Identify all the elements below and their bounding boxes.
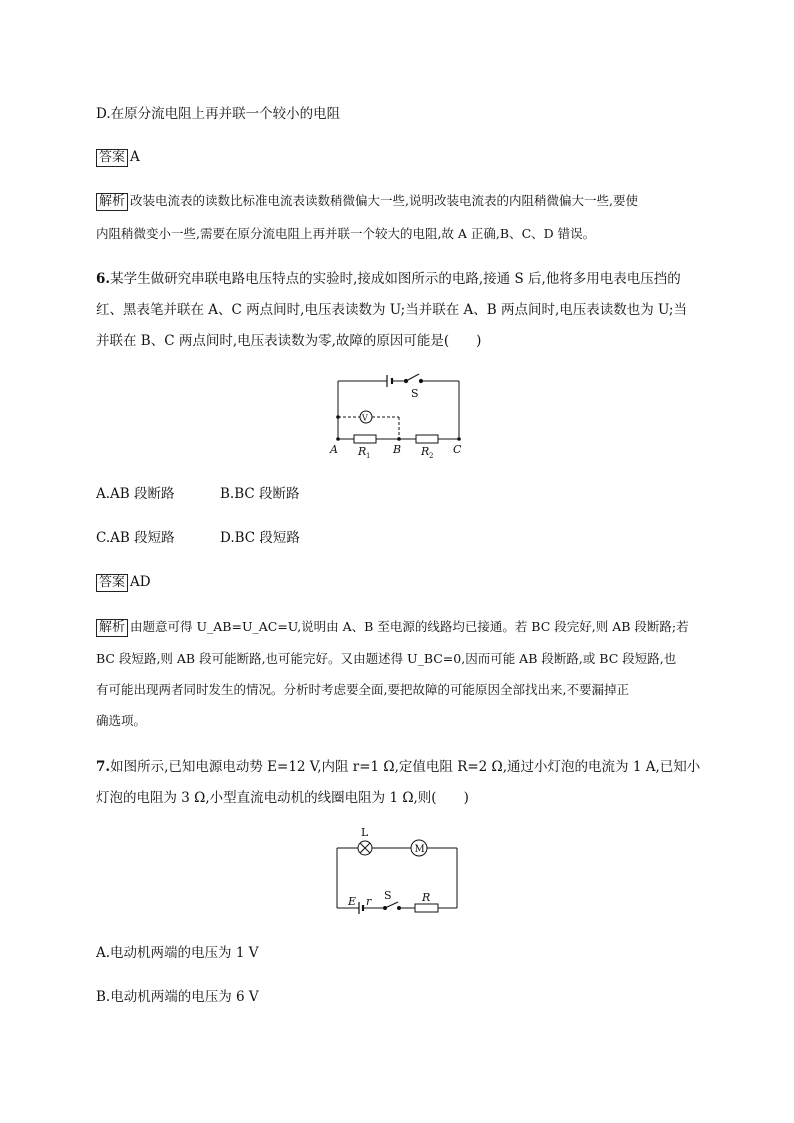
question-number: 6. [96, 271, 111, 287]
q7-circuit-diagram [326, 826, 466, 916]
question-text: 如图所示,已知电源电动势 E=12 V,内阻 r=1 Ω,定值电阻 R=2 Ω,通过小灯泡的电流为 1 A,已知小 [110, 759, 701, 775]
point-c-label: C [453, 443, 462, 456]
q6-analysis-row-3: 有可能出现两者同时发生的情况。分析时考虑要全面,要把故障的可能原因全部找出来,不要漏掉正 [96, 682, 629, 697]
q6-analysis-row-2: BC 段短路,则 AB 段可能断路,也可能完好。又由题述得 U_BC=0,因而可能 AB 段断路,或 BC 段短路,也 [96, 651, 677, 666]
emf-label: E [348, 895, 357, 908]
r2-label: R [421, 445, 430, 458]
junction-dot [397, 437, 401, 441]
analysis-text: 改装电流表的读数比标准电流表读数稍微偏大一些,说明改装电流表的内阻稍微偏大一些,要使 [130, 193, 638, 208]
internal-resistance-label: r [366, 895, 372, 908]
q6-analysis-row-4: 确选项。 [96, 713, 147, 728]
analysis-tag: 解析 [96, 193, 128, 211]
point-b-label: B [393, 443, 402, 456]
q5-answer-row [96, 148, 140, 167]
answer-value: AD [130, 574, 151, 590]
lamp-label: L [361, 826, 369, 839]
q6-options-row-1 [96, 485, 300, 503]
analysis-tag: 解析 [96, 619, 128, 637]
q5-option-d: D.在原分流电阻上再并联一个较小的电阻 [96, 106, 341, 122]
q6-circuit-diagram [326, 368, 471, 460]
question-number: 7. [96, 759, 111, 775]
resistor-label: R [422, 891, 431, 904]
q6-analysis-row-1 [96, 618, 689, 637]
q6-options-row-2 [96, 529, 300, 547]
switch-label: S [411, 387, 419, 400]
resistor-r [415, 904, 438, 912]
q5-analysis-row-2: 内阻稍微变小一些,需要在原分流电阻上再并联一个较大的电阻,故 A 正确,B、C、D 错误。 [96, 226, 596, 241]
option-d[interactable]: D.BC 段短路 [220, 530, 300, 546]
q6-stem-line-1 [96, 270, 681, 288]
q7-stem-line-2: 灯泡的电阻为 3 Ω,小型直流电动机的线圈电阻为 1 Ω,则( ) [96, 790, 469, 806]
q7-option-a[interactable]: A.电动机两端的电压为 1 V [96, 945, 259, 961]
junction-dot [457, 437, 461, 441]
junction-dot [336, 437, 340, 441]
answer-tag: 答案 [96, 149, 128, 167]
question-text: 某学生做研究串联电路电压特点的实验时,接成如图所示的电路,接通 S 后,他将多用电表电压挡的 [110, 271, 681, 287]
q6-stem-line-3: 并联在 B、C 两点间时,电压表读数为零,故障的原因可能是( ) [96, 333, 482, 349]
resistor-r2 [416, 435, 438, 443]
point-a-label: A [330, 443, 338, 456]
answer-tag: 答案 [96, 574, 128, 592]
junction-dot [336, 415, 340, 419]
r1-subscript: 1 [366, 452, 371, 460]
q6-stem-line-2: 红、黑表笔并联在 A、C 两点间时,电压表读数为 U;当并联在 A、B 两点间时,电压表读数也为 U;当 [96, 302, 687, 318]
switch-label: S [384, 889, 392, 902]
q7-stem-line-1 [96, 758, 700, 776]
q7-option-b[interactable]: B.电动机两端的电压为 6 V [96, 989, 259, 1005]
q5-analysis-row-1 [96, 192, 638, 211]
q6-answer-row [96, 573, 151, 592]
option-a[interactable]: A.AB 段断路 [96, 486, 175, 502]
analysis-text: 由题意可得 U_AB=U_AC=U,说明由 A、B 至电源的线路均已接通。若 BC 段完好,则 AB 段断路;若 [130, 619, 689, 634]
voltmeter-label: V [362, 413, 368, 423]
answer-value: A [130, 149, 140, 165]
resistor-r1 [354, 435, 376, 443]
option-c[interactable]: C.AB 段短路 [96, 530, 175, 546]
r2-subscript: 2 [429, 452, 434, 460]
option-b[interactable]: B.BC 段断路 [220, 486, 300, 502]
motor-label: M [414, 844, 425, 855]
switch-blade[interactable] [406, 374, 419, 381]
switch-blade[interactable] [385, 902, 398, 908]
r1-label: R [358, 445, 367, 458]
